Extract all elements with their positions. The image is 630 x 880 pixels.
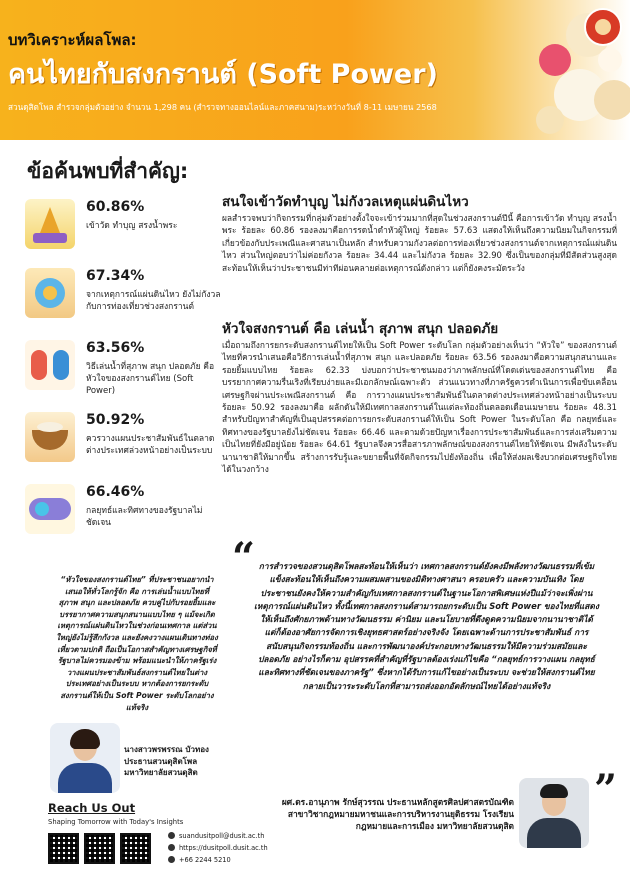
website-link[interactable]: https://dusitpoll.dusit.ac.th (179, 844, 268, 852)
finding-description: เข้าวัด ทำบุญ สรงน้ำพระ (86, 221, 178, 231)
finding-item (25, 412, 215, 474)
contact-email[interactable] (168, 832, 264, 840)
qr-code-icon[interactable] (120, 833, 151, 864)
finding-description: จากเหตุการณ์แผ่นดินไหว ยังไม่กังวลกับการท่องเที่ยวช่วงสงกรานต์ (86, 290, 221, 312)
avatar (519, 778, 589, 848)
expert-quote: การสำรวจของสวนดุสิตโพลสะท้อนให้เห็นว่า เทศกาลสงกรานต์ยังคงมีพลังทางวัฒนธรรมที่เข้มแข็งสะท้อนให้เห็นถึงความผสมผสานของมิติทางศาสนา ครอบครัว และความบันเทิง โดยประชาชนยังคงให้ความสำคัญกับเทศกาลสงกรานต์ในฐานะโอกาสพิเศษแห่งปีแม้ว่าจะเพิ่งผ่านเหตุการณ์แผ่นดินไหว ทั้งนี้เทศกาลสงกรานต์สามารถยกระดับเป็น Soft Power ของไทยที่แสดงให้เห็นถึงศักยภาพด้านทางวัฒนธรรม ค่านิยม และนโยบายที่ดึงดูดความนิยมจากนานาชาติได้ แต่ก็ต้องอาศัยการจัดการเชิงยุทธศาสตร์อย่างจริงจัง โดยเฉพาะด้านการประชาสัมพันธ์ การสนับสนุนกิจกรรมท้องถิ่น และการพัฒนาองค์ประกอบทางวัฒนธรรมให้มีความร่วมสมัยและปลอดภัย อย่างไรก็ตาม อุปสรรคที่สำคัญที่รัฐบาลต้องเร่งแก้ไขคือ “กลยุทธ์การวางแผน กลยุทธ์และทิศทางที่ชัดเจนของภาครัฐ” ซึ่งหากได้รับการแก้ไขอย่างเป็นระบบ จะช่วยให้สงกรานต์ไทยกลายเป็นวาระระดับโลกที่สามารถส่งออกอัตลักษณ์ไทยได้อย่างแท้จริง (254, 561, 599, 691)
findings-title: ข้อค้นพบที่สำคัญ: (27, 159, 189, 183)
finding-percent: 67.34% (86, 268, 145, 284)
survey-source: สวนดุสิตโพล สำรวจกลุ่มตัวอย่าง จำนวน 1,298 คน (สำรวจทางออนไลน์และภาคสนาม)ระหว่างวันที่ 8-11 เมษายน 2568 (8, 102, 437, 112)
finding-percent: 63.56% (86, 340, 145, 356)
section1-body: ผลสำรวจพบว่ากิจกรรมที่กลุ่มตัวอย่างตั้งใจจะเข้าร่วมมากที่สุดในช่วงสงกรานต์ปีนี้ คือการเข้าวัด ทำบุญ สรงน้ำพระ ร้อยละ 60.86 รองลงมาคือการรดน้ำดำหัวผู้ใหญ่ ร้อยละ 57.63 แสดงให้เห็นถึงความนิยมในกิจกรรมที่เกี่ยวข้องกับประเพณีและศาสนาเป็นหลัก สำหรับความกังวลต่อการท่องเที่ยวช่วงสงกรานต์จากเหตุการณ์แผ่นดินไหว ส่วนใหญ่ตอบว่าไม่ค่อยกังวล ร้อยละ 34.44 และไม่กังวล ร้อยละ 32.90 ซึ่งเป็นของกลุ่มที่มีสัดส่วนสูงสุด สะท้อนให้เห็นว่าประชาชนมีท่าทีผ่อนคลายต่อเหตุการณ์ดังกล่าว แต่ก็ยังคงระมัดระวัง (222, 213, 618, 273)
finding-description: วิธีเล่นน้ำที่สุภาพ สนุก ปลอดภัย คือ หัวใจของสงกรานต์ไทย (Soft Power) (86, 362, 215, 396)
header-subtitle: บทวิเคราะห์ผลโพล: (8, 31, 137, 49)
finding-percent: 60.86% (86, 199, 145, 215)
quote-close-icon: ” (594, 766, 618, 813)
finding-description: กลยุทธ์และทิศทางของรัฐบาลไม่ชัดเจน (86, 506, 203, 528)
globe-icon (168, 844, 175, 851)
email-link[interactable]: suandusitpoll@dusit.ac.th (179, 832, 265, 840)
contact-phone[interactable] (168, 856, 231, 864)
finding-percent: 50.92% (86, 412, 145, 428)
chair-name: นางสาวพรพรรณ บัวทอง ประธานสวนดุสิตโพล มหาวิทยาลัยสวนดุสิต (124, 745, 209, 777)
finding-item (25, 484, 215, 546)
quote-open-icon: “ (232, 534, 256, 581)
chair-quote: “หัวใจของสงกรานต์ไทย” ที่ประชาชนอยากนำเสนอให้ทั่วโลกรู้จัก คือ การเล่นน้ำแบบไทยที่สุภาพ สนุก และปลอดภัย ควบคู่ไปกับรอยยิ้มและบรรยากาศความสนุกสนานแบบไทย ๆ แม้จะเกิดเหตุการณ์แผ่นดินไหวในช่วงก่อนเทศกาล แต่ส่วนใหญ่ยังไม่รู้สึกกังวล และยังคงวางแผนเดินทางท่องเที่ยวตามปกติ ถือเป็นโอกาสสำคัญทางเศรษฐกิจที่รัฐบาลไม่ควรมองข้าม พร้อมแนะนำให้ภาครัฐเร่งวางแผนประชาสัมพันธ์สงกรานต์ไทยในต่างประเทศอย่างเป็นระบบ หากต้องการยกระดับสงกรานต์ให้เป็น Soft Power ระดับโลกอย่างแท้จริง (56, 575, 218, 712)
reach-us-title: Reach Us Out (48, 801, 136, 815)
phone-icon (168, 856, 175, 863)
avatar (50, 723, 120, 793)
temple-icon (25, 199, 75, 249)
finding-item (25, 268, 221, 330)
phone-link[interactable]: +66 2244 5210 (179, 856, 231, 864)
finding-description: ควรวางแผนประชาสัมพันธ์ในตลาดต่างประเทศล่วงหน้าอย่างเป็นระบบ (86, 434, 215, 456)
university-logo (584, 8, 622, 46)
finding-item (25, 199, 215, 261)
kids-playing-icon (25, 340, 75, 390)
contact-website[interactable] (168, 844, 268, 852)
header-banner (0, 0, 630, 140)
section2-body: เมื่อถามถึงการยกระดับสงกรานต์ไทยให้เป็น Soft Power ระดับโลก กลุ่มตัวอย่างเห็นว่า “หัวใจ” ของสงกรานต์ไทยที่ควรนำเสนอคือวิธีการเล่นน้ำที่สุภาพ สนุก และปลอดภัย ร้อยละ 63.56 รองลงมาคือความสนุกสนานและรอยยิ้มแบบไทย ร้อยละ 62.33 บ่งบอกว่าประชาชนมองว่าภาพลักษณ์ที่โดดเด่นของสงกรานต์ไทย คือ บรรยากาศความรื่นเริงที่เรียบง่ายและมีเอกลักษณ์เฉพาะตัว ส่วนแนวทางที่ภาครัฐควรดำเนินการเพื่อขับเคลื่อนเศรษฐกิจผ่านประเพณีสงกรานต์ คือ การวางแผนประชาสัมพันธ์ในตลาดต่างประเทศล่วงหน้าอย่างเป็นระบบ ร้อยละ 50.92 รองลงมาคือ ผลักดันให้มีเทศกาลสงกรานต์ในแต่ละท้องถิ่นตลอดเดือนเมษายน ร้อยละ 48.31 สำหรับปัญหาสำคัญที่เป็นอุปสรรคต่อการยกระดับสงกรานต์ให้เป็น Soft Power ในระดับโลก คือ กลยุทธ์และทิศทางของรัฐบาลยังไม่ชัดเจน ร้อยละ 66.46 และตามด้วยปัญหาเรื่องการประชาสัมพันธ์และการส่งเสริมความเป็นไทยที่ยังมีอยู่น้อย ร้อยละ 64.61 รัฐบาลจึงควรสื่อสารภาพลักษณ์ของสงกรานต์ไทยให้ชัดเจน มีพลังในระดับนานาชาติให้มากขึ้น สร้างการรับรู้และขยายพื้นที่จัดกิจกรรมไปยังท้องถิ่น เพื่อให้ส่งผลเชิงบวกต่อเศรษฐกิจไทยได้ในวงกว้าง (222, 340, 617, 475)
water-gun-icon (25, 484, 75, 534)
reach-us-subtitle: Shaping Tomorrow with Today's Insights (48, 818, 184, 826)
email-icon (168, 832, 175, 839)
finding-percent: 66.46% (86, 484, 145, 500)
section2-heading: หัวใจสงกรานต์ คือ เล่นน้ำ สุภาพ สนุก ปลอดภัย (222, 321, 499, 337)
page-title: คนไทยกับสงกรานต์ (Soft Power) (8, 59, 438, 90)
section1-heading: สนใจเข้าวัดทำบุญ ไม่กังวลเหตุแผ่นดินไหว (222, 194, 469, 210)
expert-name: ผศ.ดร.อานุภาพ รักษ์สุวรรณ ประธานหลักสูตรศิลปศาสตรบัณฑิต สาขาวิชากฎหมายมหาชนและการบริหารงานยุติธรรม โรงเรียนกฎหมายและการเมือง มหาวิทยาลัยสวนดุสิต (281, 797, 514, 831)
qr-code-icon[interactable] (48, 833, 79, 864)
water-bowl-icon (25, 412, 75, 462)
finding-item (25, 340, 215, 402)
qr-code-icon[interactable] (84, 833, 115, 864)
water-splash-icon (25, 268, 75, 318)
